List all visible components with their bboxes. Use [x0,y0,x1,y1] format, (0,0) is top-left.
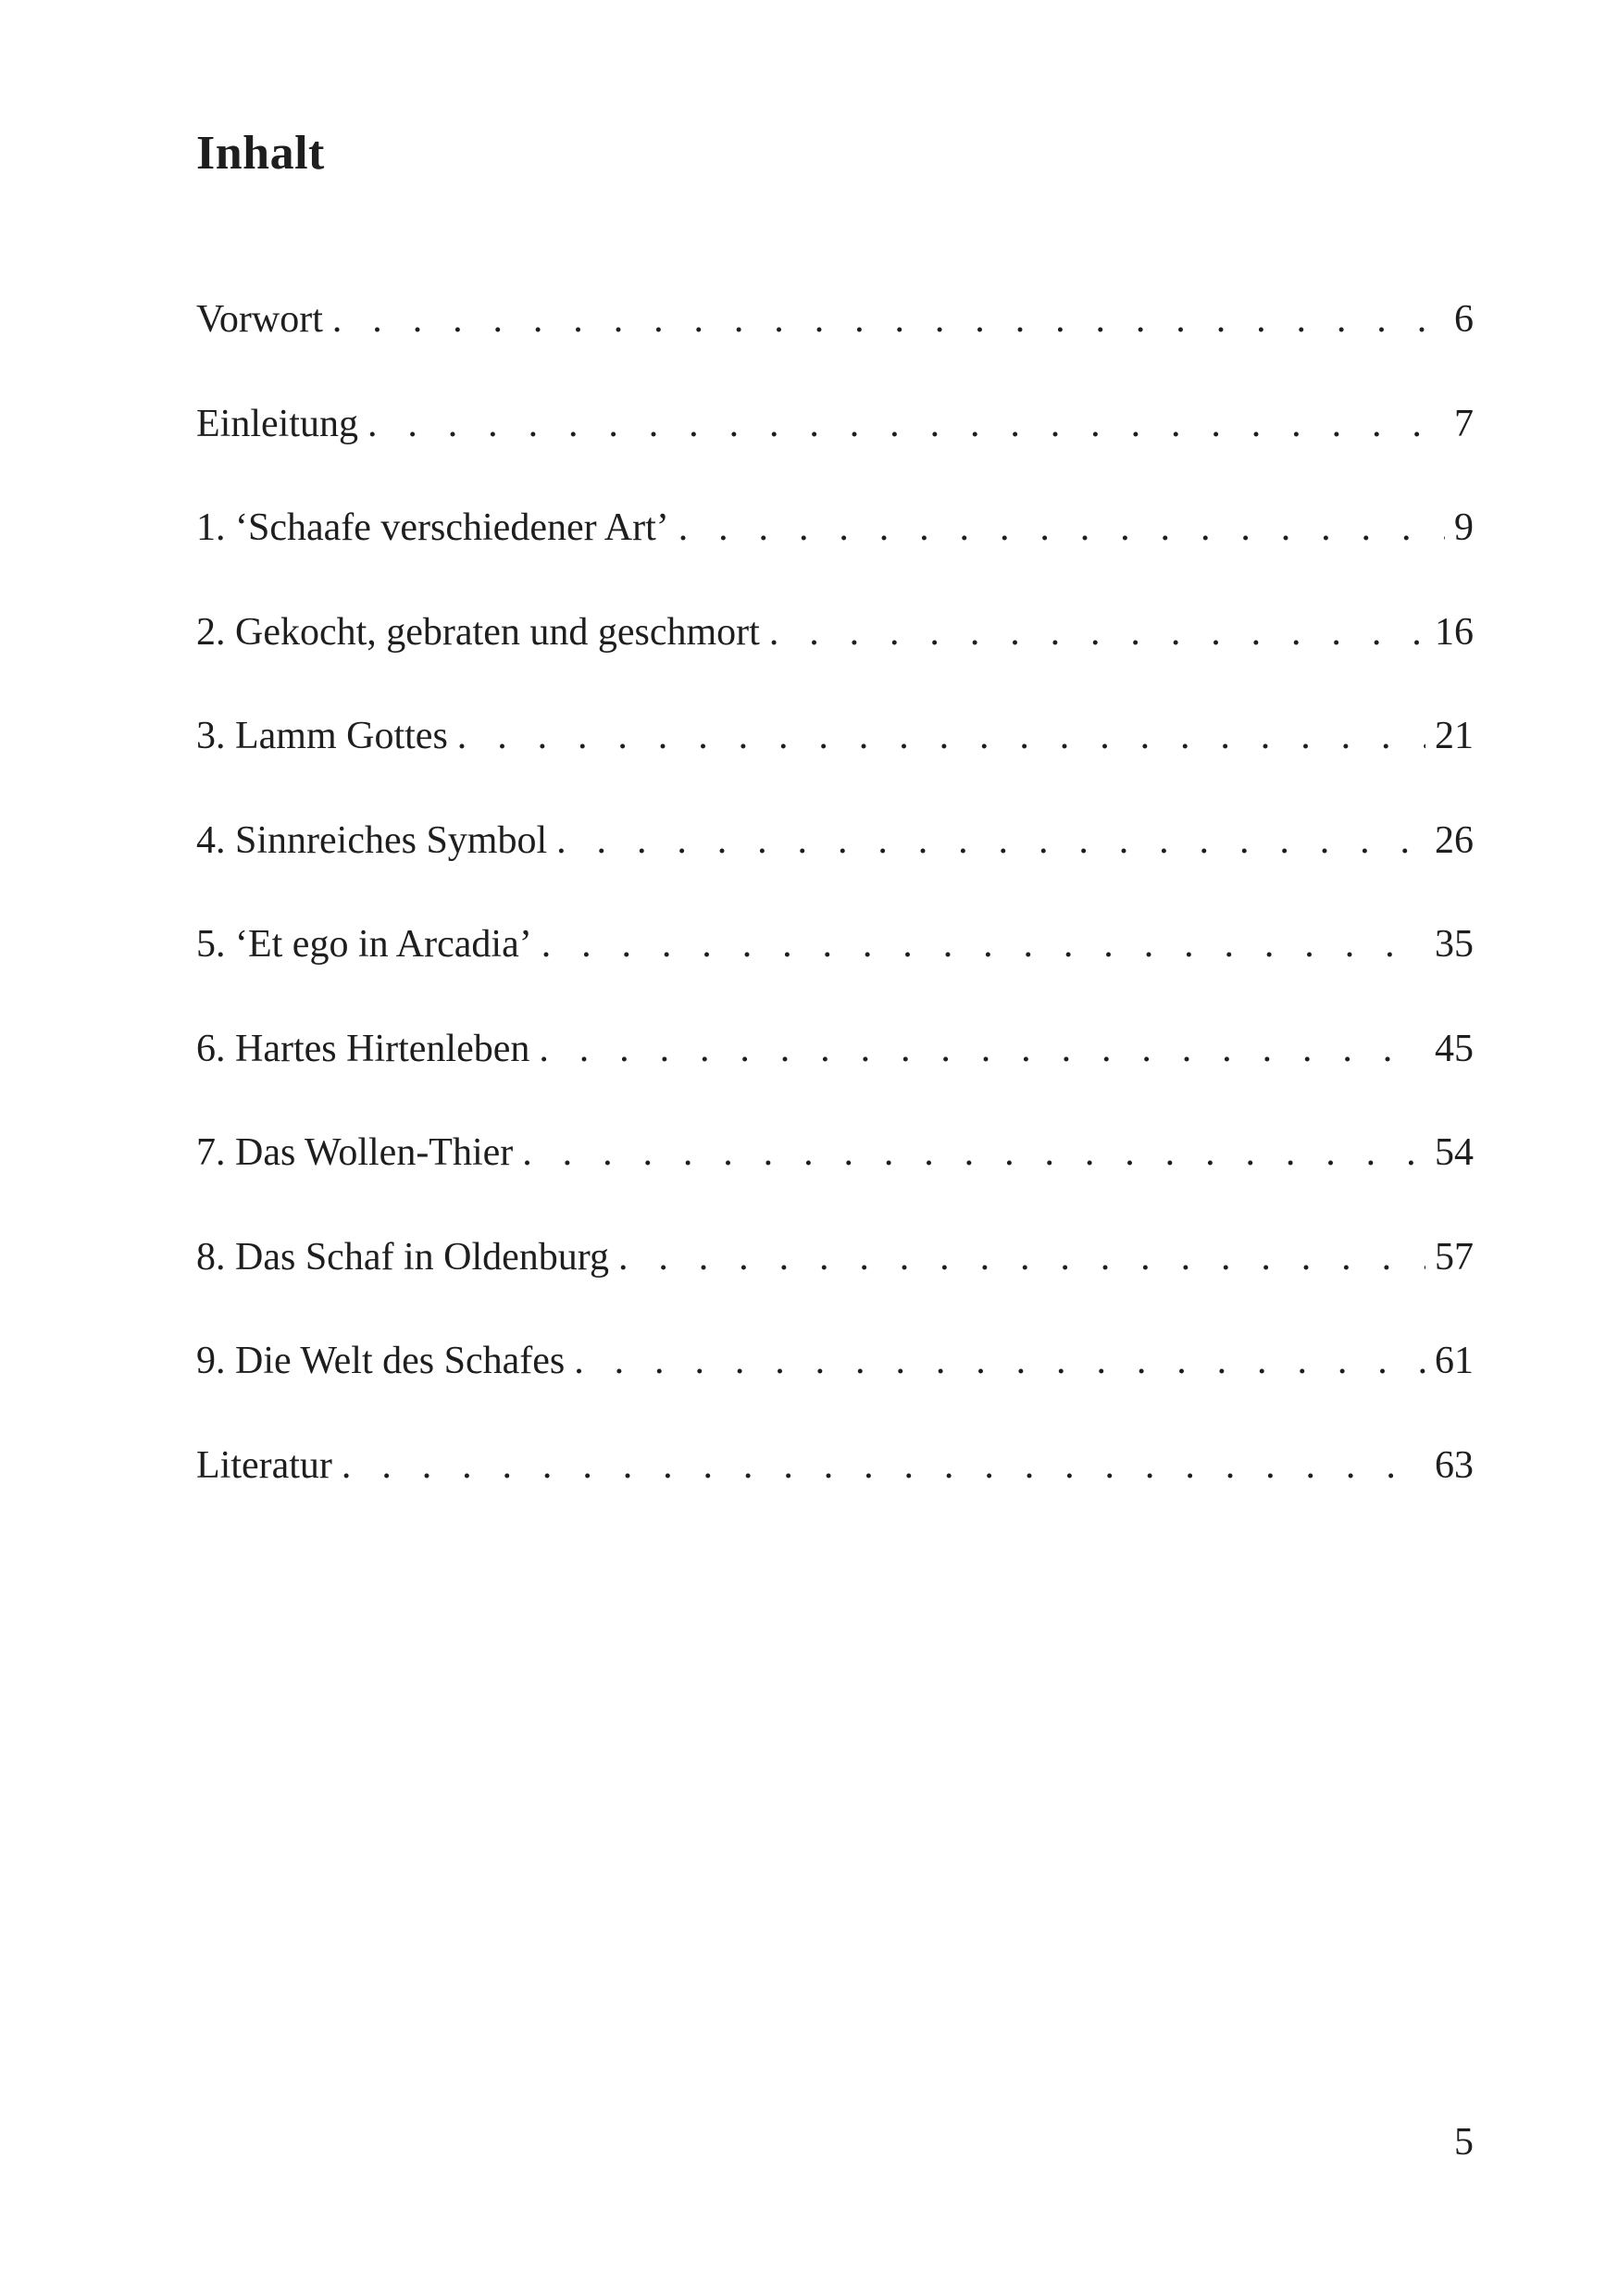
toc-entry-title: Literatur [196,1443,332,1487]
toc-entry-title: 1. ‘Schaafe verschiedener Art’ [196,506,669,549]
toc-entry-page: 54 [1435,1131,1474,1174]
toc-entry-title: Vorwort [196,298,323,341]
toc-entry-vorwort[interactable] [196,292,1474,396]
page-number: 5 [1454,2121,1474,2164]
dot-leader [332,292,1445,347]
dot-leader [367,396,1445,452]
toc-entry-page: 26 [1435,818,1474,862]
dot-leader [556,813,1425,868]
table-of-contents [196,292,1474,1541]
toc-entry-chapter-3[interactable] [196,708,1474,813]
toc-entry-title: 8. Das Schaf in Oldenburg [196,1235,609,1279]
toc-entry-title: 9. Die Welt des Schafes [196,1340,566,1382]
toc-entry-chapter-6[interactable] [196,1021,1474,1126]
toc-entry-chapter-9[interactable] [196,1333,1474,1438]
dot-leader [539,1021,1425,1077]
dot-leader [678,500,1445,555]
toc-entry-page: 57 [1435,1235,1474,1279]
toc-entry-page: 21 [1435,715,1474,757]
toc-entry-page: 16 [1435,610,1474,654]
toc-entry-title: 7. Das Wollen-Thier [196,1131,514,1174]
dot-leader [342,1438,1425,1493]
toc-entry-title: Einleitung [196,402,358,445]
toc-entry-chapter-2[interactable] [196,605,1474,709]
toc-entry-chapter-8[interactable] [196,1229,1474,1334]
dot-leader [522,1125,1425,1180]
toc-entry-title: 3. Lamm Gottes [196,715,448,757]
toc-entry-chapter-7[interactable] [196,1125,1474,1229]
toc-entry-page: 45 [1435,1027,1474,1070]
dot-leader [457,708,1425,764]
dot-leader [618,1229,1425,1285]
toc-entry-chapter-1[interactable] [196,500,1474,605]
dot-leader [541,917,1425,972]
toc-entry-chapter-5[interactable] [196,917,1474,1021]
toc-entry-page: 35 [1435,923,1474,966]
toc-entry-title: 6. Hartes Hirtenleben [196,1027,530,1070]
dot-leader [574,1333,1425,1389]
toc-entry-page: 63 [1435,1443,1474,1487]
toc-entry-page: 7 [1454,402,1474,445]
toc-entry-page: 6 [1454,298,1474,341]
toc-entry-title: 5. ‘Et ego in Arcadia’ [196,923,532,966]
toc-entry-literatur[interactable] [196,1438,1474,1542]
toc-entry-title: 2. Gekocht, gebraten und geschmort [196,610,760,654]
toc-entry-title: 4. Sinnreiches Symbol [196,818,548,862]
page-title: Inhalt [196,127,325,180]
toc-entry-chapter-4[interactable] [196,813,1474,917]
dot-leader [769,605,1425,660]
toc-entry-einleitung[interactable] [196,396,1474,501]
toc-entry-page: 61 [1435,1340,1474,1382]
toc-entry-page: 9 [1454,506,1474,549]
